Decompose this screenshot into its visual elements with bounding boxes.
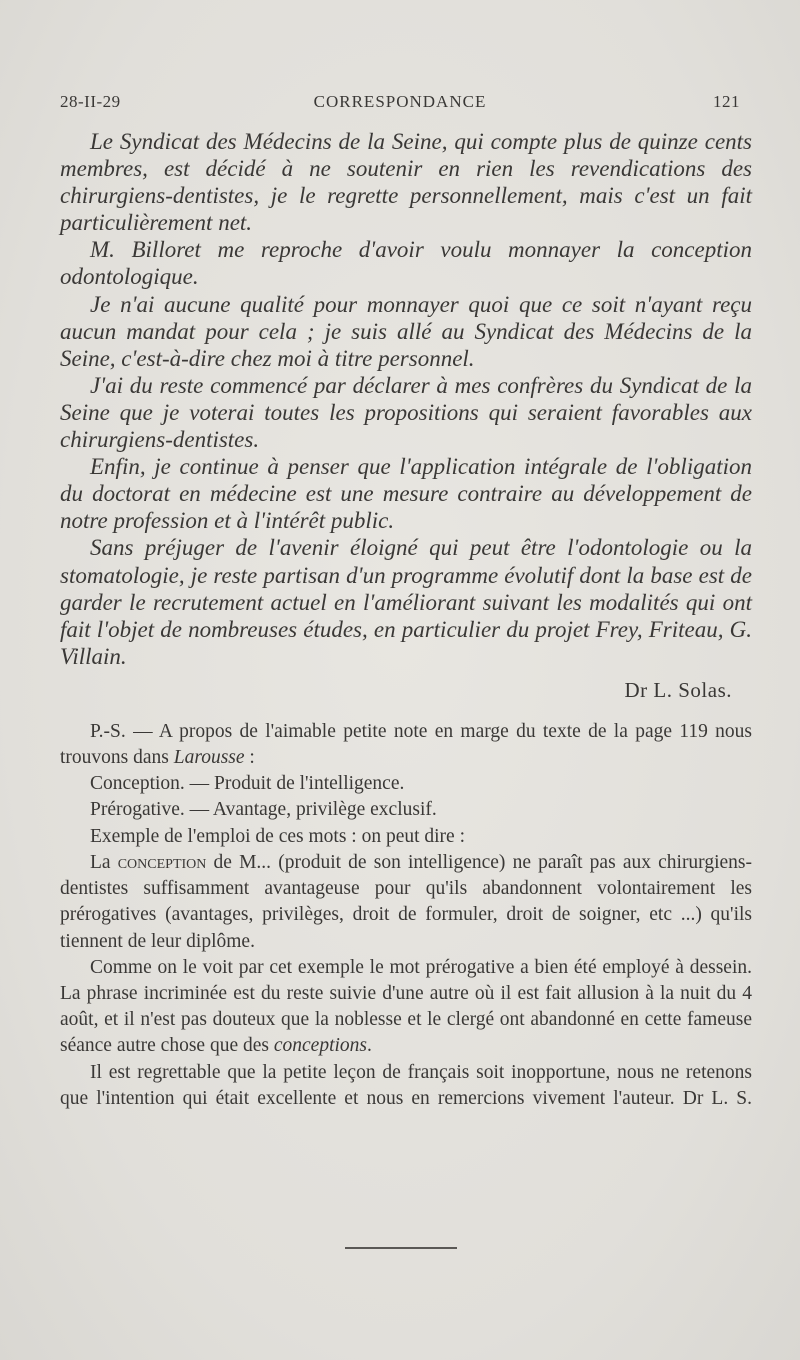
body-text bbox=[60, 128, 752, 1112]
ps-text: P.-S. — A propos de l'aimable petite note en marge du texte de la page 119 nous trouvons dans bbox=[60, 720, 752, 769]
ps-text: de M... (produit de son intelligence) ne paraît pas aux chirurgiens-dentistes suffisamment avantageuse pour qu'ils abandonnent volontairement les prérogatives (avantages, privilèges, droit de formuler, droit de soigner, etc ...) qu'ils tiennent de leur diplôme. bbox=[60, 851, 752, 952]
letter-signature: Dr L. Solas. bbox=[624, 677, 732, 702]
ps-emphasis: Larousse bbox=[173, 747, 245, 769]
header-title: CORRESPONDANCE bbox=[313, 92, 487, 111]
postscript-paragraph: Prérogative. — Avantage, privilège exclusif. bbox=[90, 799, 437, 821]
postscript-paragraph bbox=[60, 955, 752, 1060]
running-header bbox=[60, 92, 740, 122]
letter-paragraph: Le Syndicat des Médecins de la Seine, qui compte plus de quinze cents membres, est décidé à ne soutenir en rien les revendications des chirurgiens-dentistes, je le regrette personnellement, mais c'est un fait particulièrement net. bbox=[60, 129, 752, 236]
postscript-paragraph: Conception. — Produit de l'intelligence. bbox=[90, 773, 405, 795]
letter-paragraph: Sans préjuger de l'avenir éloigné qui peut être l'odontologie ou la stomatologie, je reste partisan d'un programme évolutif dont la base est de garder le recrutement actuel en l'améliorant suivant les modalités qui ont fait l'objet de nombreuses études, en particulier du projet Frey, Friteau, G. Villain. bbox=[60, 535, 752, 669]
ps-text: Il est regrettable que la petite leçon de français soit inopportune, nous ne retenons que l'intention qui était excellente et nous en remercions vivement l'auteur. bbox=[60, 1061, 752, 1109]
ps-text: Comme on le voit par cet exemple le mot prérogative a bien été employé à dessein. La phrase incriminée est du reste suivie d'une autre où il est fait allusion à la nuit du 4 août, et il n'est pas douteux que la noblesse et le clergé ont abandonné en cette fameuse séance autre chose que des bbox=[60, 956, 752, 1057]
postscript-paragraph: Exemple de l'emploi de ces mots : on peut dire : bbox=[90, 825, 466, 847]
ps-emphasis: conceptions bbox=[273, 1035, 367, 1057]
ps-text: La bbox=[90, 851, 118, 873]
postscript-paragraph bbox=[60, 850, 752, 955]
letter-paragraph: M. Billoret me reproche d'avoir voulu monnayer la conception odontologique. bbox=[60, 237, 752, 290]
letter-paragraph: Enfin, je continue à penser que l'application intégrale de l'obligation du doctorat en médecine est une mesure contraire au développement de notre profession et à l'intérêt public. bbox=[60, 454, 752, 534]
ps-text: : bbox=[244, 747, 255, 769]
letter-paragraph: Je n'ai aucune qualité pour monnayer quoi que ce soit n'ayant reçu aucun mandat pour cela ; je suis allé au Syndicat des Médecins de la Seine, c'est-à-dire chez moi à titre personnel. bbox=[60, 291, 752, 371]
postscript bbox=[60, 719, 752, 1112]
postscript-paragraph bbox=[60, 1060, 752, 1112]
header-date: 28-II-29 bbox=[60, 92, 121, 111]
postscript-paragraph bbox=[60, 719, 752, 771]
page-number: 121 bbox=[713, 92, 740, 111]
letter-paragraph: J'ai du reste commencé par déclarer à mes confrères du Syndicat de la Seine que je voterai toutes les propositions qui seraient favorables aux chirurgiens-dentistes. bbox=[60, 372, 752, 453]
closing-rule bbox=[345, 1247, 457, 1249]
letter-body bbox=[60, 128, 752, 670]
postscript-signature: Dr L. S. bbox=[682, 1087, 752, 1109]
ps-small-caps: conception bbox=[117, 851, 207, 873]
ps-text: . bbox=[367, 1035, 372, 1057]
